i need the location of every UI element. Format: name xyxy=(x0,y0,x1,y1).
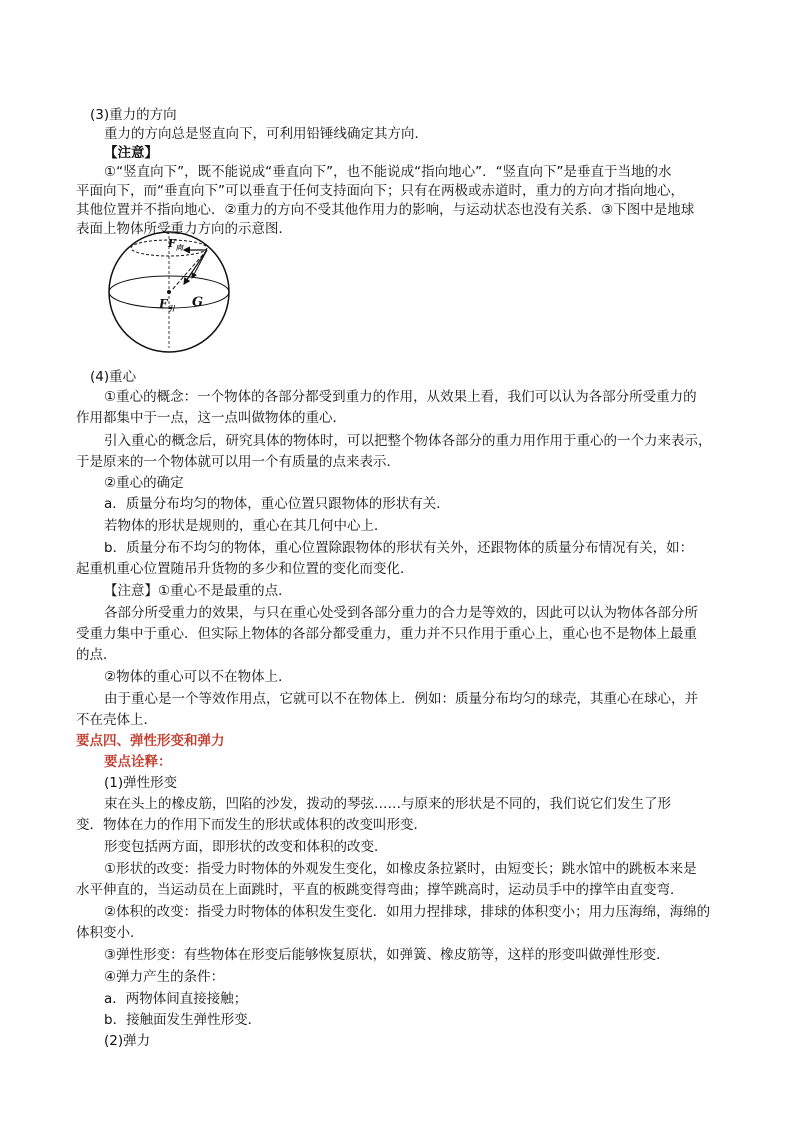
paragraph: 平面向下，而“垂直向下”可以垂直于任何支持面向下；只有在两极或赤道时，重力的方向才指向地心， xyxy=(76,183,684,199)
section-center-of-gravity-title: (4)重心 xyxy=(90,369,137,385)
paragraph: ②体积的改变：指受力时物体的体积发生变化．如用力捏排球，排球的体积变小；用力压海绵，海绵的 xyxy=(104,904,711,920)
paragraph: b．质量分布不均匀的物体，重心位置除跟物体的形状有关外，还跟物体的质量分布情况有关，如： xyxy=(104,540,694,556)
paragraph: 体积变小． xyxy=(76,925,144,941)
paragraph: 束在头上的橡皮筋，凹陷的沙发，拨动的琴弦……与原来的形状是不同的，我们说它们发生了形 xyxy=(104,796,671,812)
paragraph: ①重心的概念：一个物体的各部分都受到重力的作用，从效果上看，我们可以认为各部分所受重力的 xyxy=(104,389,697,405)
section-heading: 要点四、弹性形变和弹力 xyxy=(76,733,225,749)
paragraph: 作用都集中于一点，这一点叫做物体的重心． xyxy=(76,410,346,426)
paragraph: a．质量分布均匀的物体，重心位置只跟物体的形状有关． xyxy=(104,496,450,512)
paragraph: a．两物体间直接接触； xyxy=(104,991,248,1007)
earth-gravity-diagram xyxy=(104,228,234,356)
label-f-gravitation: $F_引$ xyxy=(159,297,175,313)
paragraph: 由于重心是一个等效作用点，它就可以不在物体上．例如：质量分布均匀的球壳，其重心在球心，并 xyxy=(104,691,698,707)
paragraph: 变．物体在力的作用下而发生的形状或体积的改变叫形变． xyxy=(76,817,427,833)
paragraph: 不在壳体上． xyxy=(76,712,157,728)
paragraph: 起重机重心位置随吊升货物的多少和位置的变化而变化． xyxy=(76,561,414,577)
note-label: 【注意】 xyxy=(104,145,158,161)
paragraph: 其他位置并不指向地心．②重力的方向不受其他作用力的影响，与运动状态也没有关系．③下图中是地球 xyxy=(76,202,695,218)
paragraph: ④弹力产生的条件： xyxy=(104,969,225,985)
paragraph: ②物体的重心可以不在物体上． xyxy=(104,669,292,685)
paragraph: ②重心的确定 xyxy=(104,475,184,491)
paragraph: 若物体的形状是规则的，重心在其几何中心上． xyxy=(104,518,388,534)
section-gravity-direction-title: (3)重力的方向 xyxy=(90,107,177,123)
note-line: 【注意】①重心不是最重的点． xyxy=(104,583,292,599)
paragraph: 引入重心的概念后，研究具体的物体时，可以把整个物体各部分的重力用作用于重心的一个力来表示， xyxy=(104,433,712,449)
subheading: 要点诠释： xyxy=(104,754,172,770)
paragraph: 于是原来的一个物体就可以用一个有质量的点来表示． xyxy=(76,454,400,470)
paragraph: b．接触面发生弹性形变． xyxy=(104,1012,262,1028)
paragraph: ③弹性形变：有些物体在形变后能够恢复原状，如弹簧、橡皮筋等，这样的形变叫做弹性形变． xyxy=(104,947,670,963)
paragraph: 表面上物体所受重力方向的示意图． xyxy=(76,221,292,237)
paragraph: 的点． xyxy=(76,647,117,663)
paragraph: 水平伸直的，当运动员在上面跳时，平直的板跳变得弯曲；撑竿跳高时，运动员手中的撑竿由直变弯． xyxy=(76,882,684,898)
earth-center xyxy=(167,290,171,294)
paragraph: 各部分所受重力的效果，与只在重心处受到各部分重力的合力是等效的，因此可以认为物体各部分所 xyxy=(104,605,698,621)
paragraph: (1)弹性形变 xyxy=(104,775,178,791)
paragraph: 形变包括两方面，即形状的改变和体积的改变． xyxy=(104,839,388,855)
paragraph: ①“竖直向下”，既不能说成“垂直向下”，也不能说成“指向地心”．“竖直向下”是垂直于当地的水 xyxy=(104,164,672,180)
label-f-centripetal: $F_向$ xyxy=(168,237,183,252)
earth-gravity-svg xyxy=(104,228,234,356)
paragraph: 重力的方向总是竖直向下，可利用铅锤线确定其方向． xyxy=(104,126,428,142)
paragraph: (2)弹力 xyxy=(104,1033,151,1049)
label-g: G xyxy=(192,295,204,310)
paragraph: ①形状的改变：指受力时物体的外观发生变化，如橡皮条拉紧时，由短变长；跳水馆中的跳板本来是 xyxy=(104,861,697,877)
paragraph: 受重力集中于重心．但实际上物体的各部分都受重力，重力并不只作用于重心上，重心也不是物体上最重 xyxy=(76,626,697,642)
